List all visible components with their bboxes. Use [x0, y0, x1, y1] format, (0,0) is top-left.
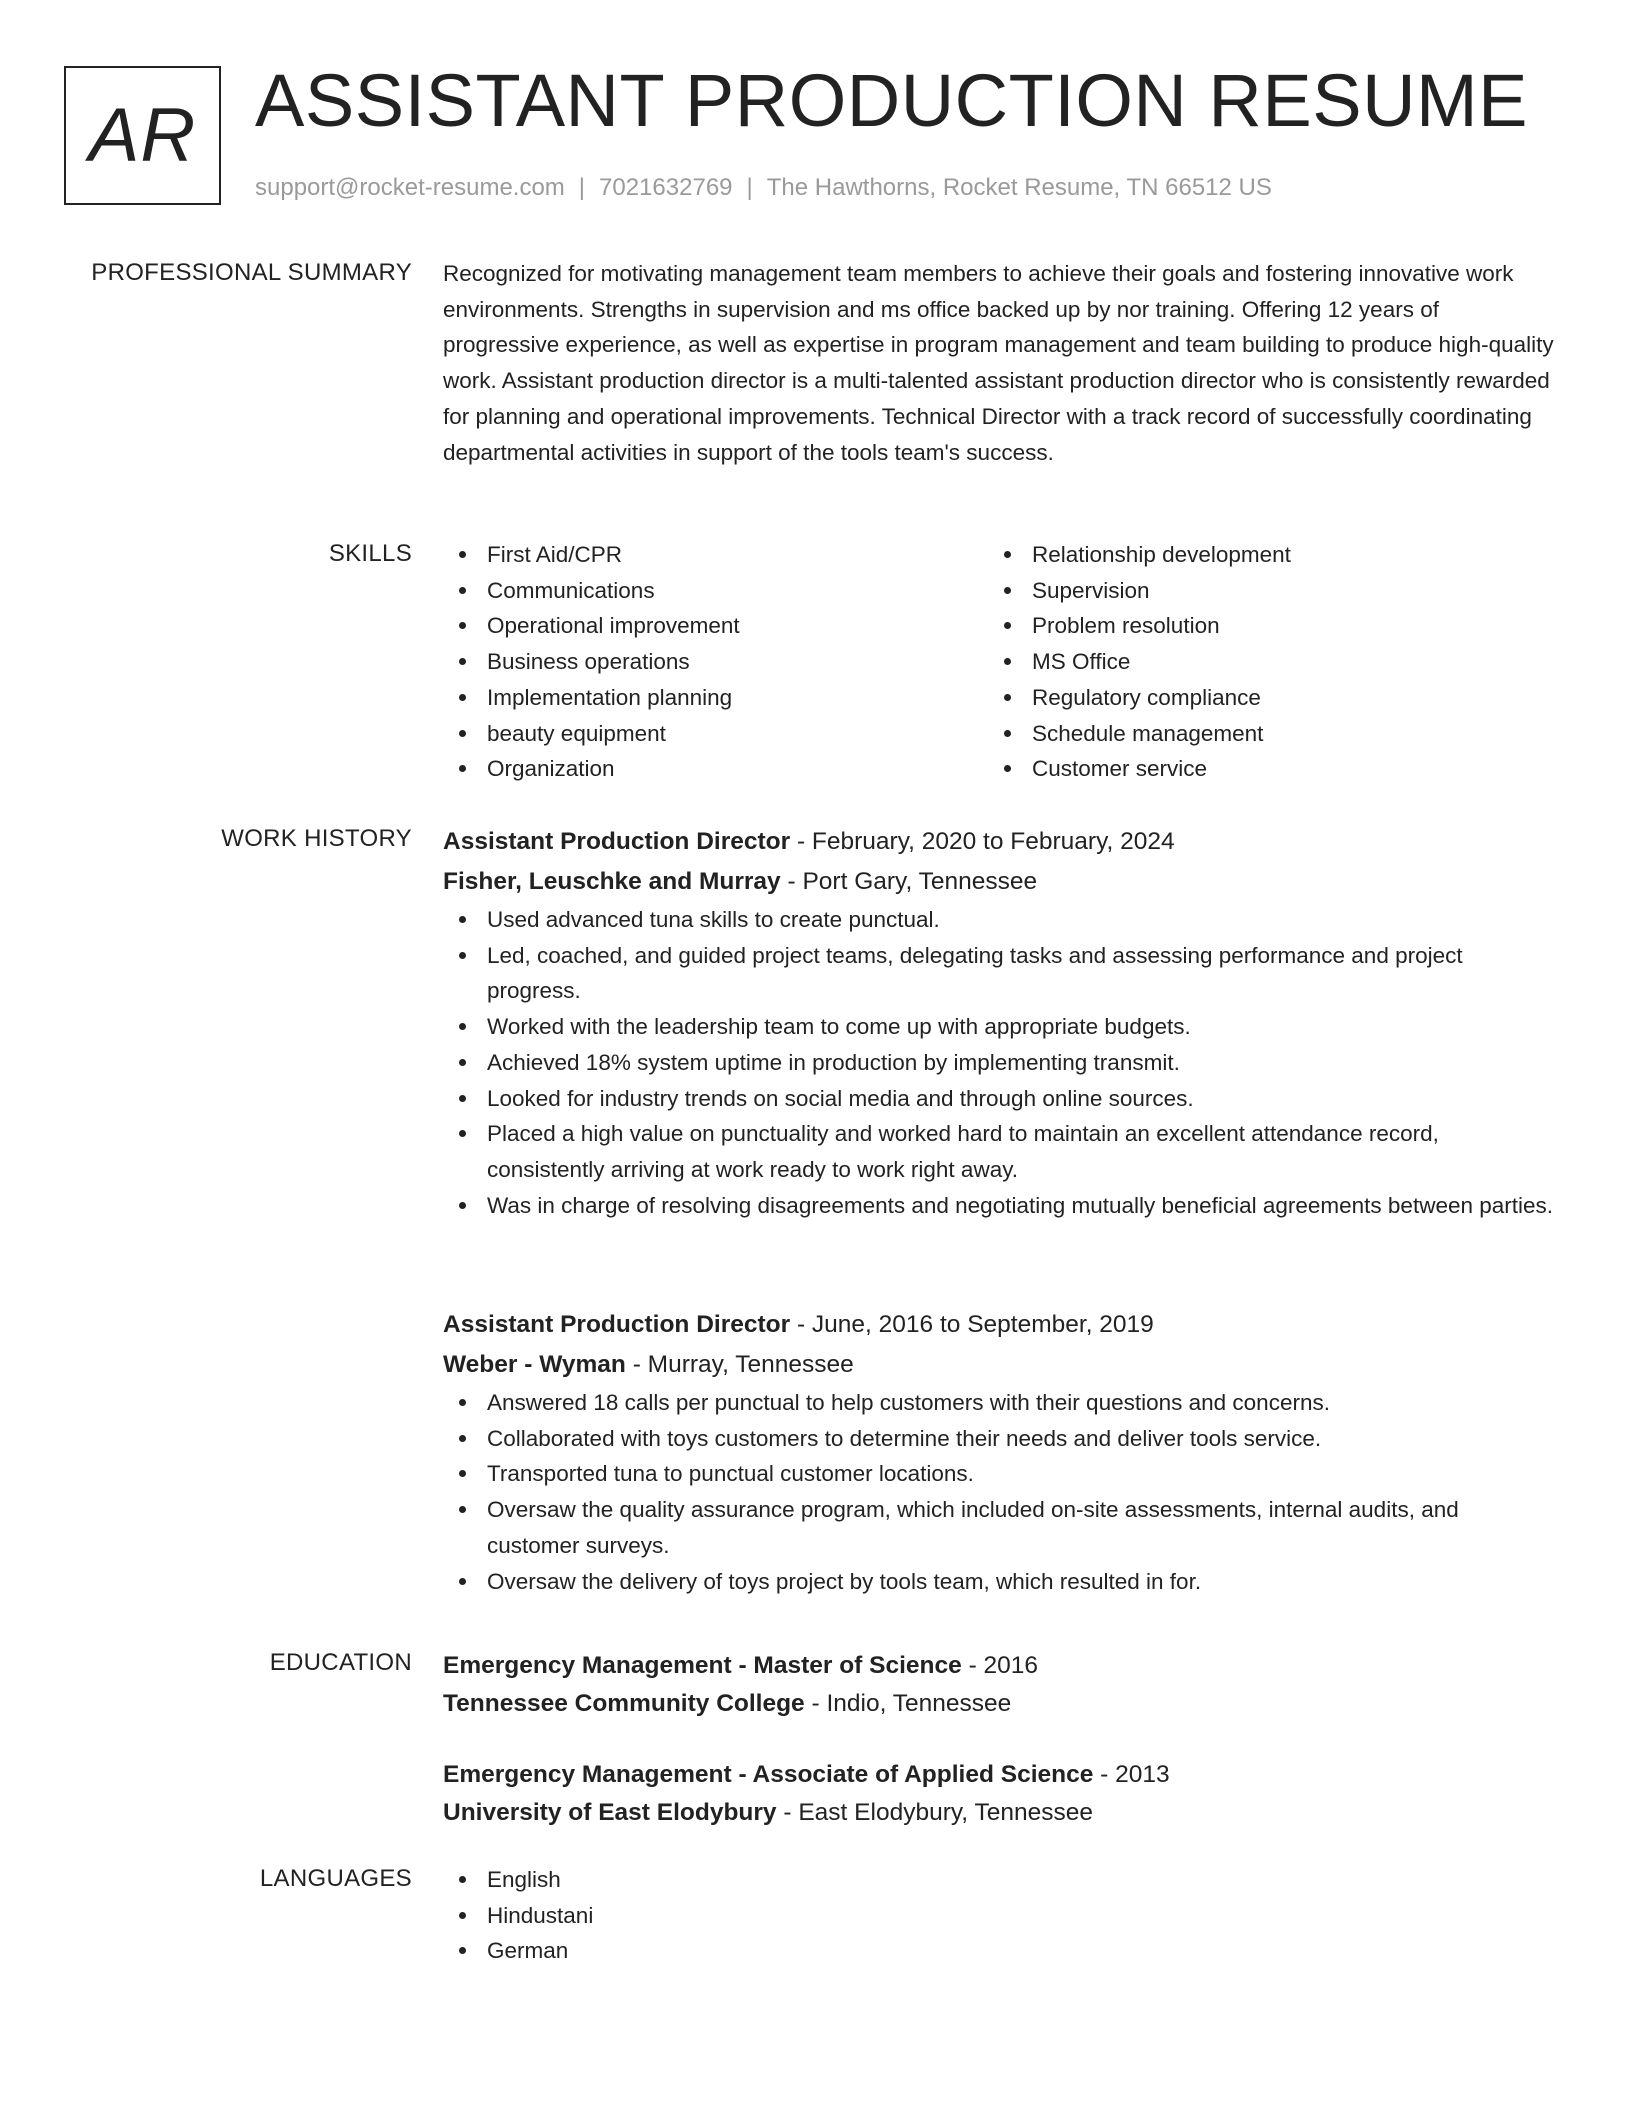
- languages-body: [443, 1862, 1555, 1969]
- languages-list: [443, 1862, 1555, 1969]
- job-title: Assistant Production Director: [443, 828, 791, 855]
- language-item: Hindustani: [443, 1898, 1555, 1934]
- job-location: - Port Gary, Tennessee: [780, 868, 1038, 895]
- skill-item: Operational improvement: [443, 608, 988, 644]
- skills-body: [443, 537, 1555, 787]
- job-company: Fisher, Leuschke and Murray: [443, 868, 781, 895]
- education-location: - Indio, Tennessee: [804, 1690, 1012, 1717]
- resume-title: ASSISTANT PRODUCTION RESUME: [255, 59, 1529, 142]
- job-entry: [443, 822, 1555, 1223]
- job-bullet: Oversaw the quality assurance program, which included on-site assessments, internal audits, and customer surveys.: [443, 1492, 1555, 1563]
- skill-item: Customer service: [988, 751, 1533, 787]
- job-location: - Murray, Tennessee: [625, 1351, 854, 1378]
- education-school: Tennessee Community College: [443, 1690, 805, 1717]
- education-school: University of East Elodybury: [443, 1799, 777, 1826]
- skill-item: Problem resolution: [988, 608, 1533, 644]
- job-dates: - June, 2016 to September, 2019: [790, 1311, 1154, 1338]
- job-bullet: Achieved 18% system uptime in production by implementing transmit.: [443, 1045, 1555, 1081]
- contact-email: support@rocket-resume.com: [255, 174, 565, 201]
- job-bullet-list: [443, 1385, 1555, 1599]
- skill-item: First Aid/CPR: [443, 537, 988, 573]
- education-school-line: [443, 1684, 1555, 1724]
- section-label-summary: PROFESSIONAL SUMMARY: [91, 259, 412, 286]
- section-label-skills: SKILLS: [328, 540, 412, 567]
- education-year: - 2016: [961, 1652, 1039, 1679]
- job-bullet: Answered 18 calls per punctual to help customers with their questions and concerns.: [443, 1385, 1555, 1421]
- education-degree: Emergency Management - Master of Science: [443, 1652, 962, 1679]
- language-item: German: [443, 1933, 1555, 1969]
- job-bullet-list: [443, 902, 1555, 1223]
- skills-list-left: [443, 537, 988, 787]
- contact-separator: |: [746, 174, 753, 201]
- job-bullet: Placed a high value on punctuality and worked hard to maintain an excellent attendance record, consistently arriving at work ready to work right away.: [443, 1116, 1555, 1187]
- skill-item: Organization: [443, 751, 988, 787]
- skill-item: Business operations: [443, 644, 988, 680]
- education-year: - 2013: [1093, 1761, 1170, 1788]
- language-item: English: [443, 1862, 1555, 1898]
- skill-item: Implementation planning: [443, 680, 988, 716]
- section-label-work-history: WORK HISTORY: [221, 825, 412, 852]
- contact-phone: 7021632769: [599, 174, 733, 201]
- education-entry: [443, 1755, 1555, 1833]
- education-degree-line: [443, 1646, 1555, 1686]
- job-bullet: Was in charge of resolving disagreements and negotiating mutually beneficial agreements between parties.: [443, 1188, 1555, 1224]
- section-label-languages: LANGUAGES: [259, 1865, 412, 1892]
- job-dates: - February, 2020 to February, 2024: [790, 828, 1175, 855]
- job-title-line: [443, 822, 1555, 862]
- contact-separator: |: [578, 174, 586, 201]
- summary-body: [443, 256, 1555, 470]
- skill-item: Relationship development: [988, 537, 1533, 573]
- monogram-box: [64, 66, 221, 205]
- job-bullet: Used advanced tuna skills to create punctual.: [443, 902, 1555, 938]
- monogram-initials: AR: [88, 93, 197, 178]
- education-degree-line: [443, 1755, 1555, 1795]
- job-company: Weber - Wyman: [443, 1351, 626, 1378]
- contact-address: The Hawthorns, Rocket Resume, TN 66512 US: [766, 174, 1272, 201]
- education-entry: [443, 1646, 1555, 1724]
- skill-item: Supervision: [988, 573, 1533, 609]
- section-label-education: EDUCATION: [269, 1649, 412, 1676]
- skill-item: Schedule management: [988, 716, 1533, 752]
- education-degree: Emergency Management - Associate of Applied Science: [443, 1761, 1094, 1788]
- job-bullet: Collaborated with toys customers to determine their needs and deliver tools service.: [443, 1421, 1555, 1457]
- education-location: - East Elodybury, Tennessee: [776, 1799, 1093, 1826]
- job-bullet: Looked for industry trends on social media and through online sources.: [443, 1081, 1555, 1117]
- education-school-line: [443, 1793, 1555, 1833]
- job-company-line: [443, 862, 1555, 902]
- job-bullet: Led, coached, and guided project teams, delegating tasks and assessing performance and project progress.: [443, 938, 1555, 1009]
- skill-item: Regulatory compliance: [988, 680, 1533, 716]
- job-bullet: Oversaw the delivery of toys project by tools team, which resulted in for.: [443, 1564, 1555, 1600]
- skill-item: Communications: [443, 573, 988, 609]
- job-entry: [443, 1305, 1555, 1599]
- contact-line: [255, 172, 1272, 204]
- job-bullet: Worked with the leadership team to come up with appropriate budgets.: [443, 1009, 1555, 1045]
- job-title: Assistant Production Director: [443, 1311, 791, 1338]
- summary-text: Recognized for motivating management team members to achieve their goals and fostering innovative work environments. Strengths in supervision and ms office backed up by nor training. Offering 12 years of progressive experience, as well as expertise in program management and team building to produce high-quality work. Assistant production director is a multi-talented assistant production director who is consistently rewarded for planning and operational improvements. Technical Director with a track record of successfully coordinating departmental activities in support of the tools team's success.: [443, 261, 1554, 465]
- job-company-line: [443, 1345, 1555, 1385]
- skill-item: beauty equipment: [443, 716, 988, 752]
- job-title-line: [443, 1305, 1555, 1345]
- skills-list-right: [988, 537, 1533, 787]
- job-bullet: Transported tuna to punctual customer locations.: [443, 1456, 1555, 1492]
- skill-item: MS Office: [988, 644, 1533, 680]
